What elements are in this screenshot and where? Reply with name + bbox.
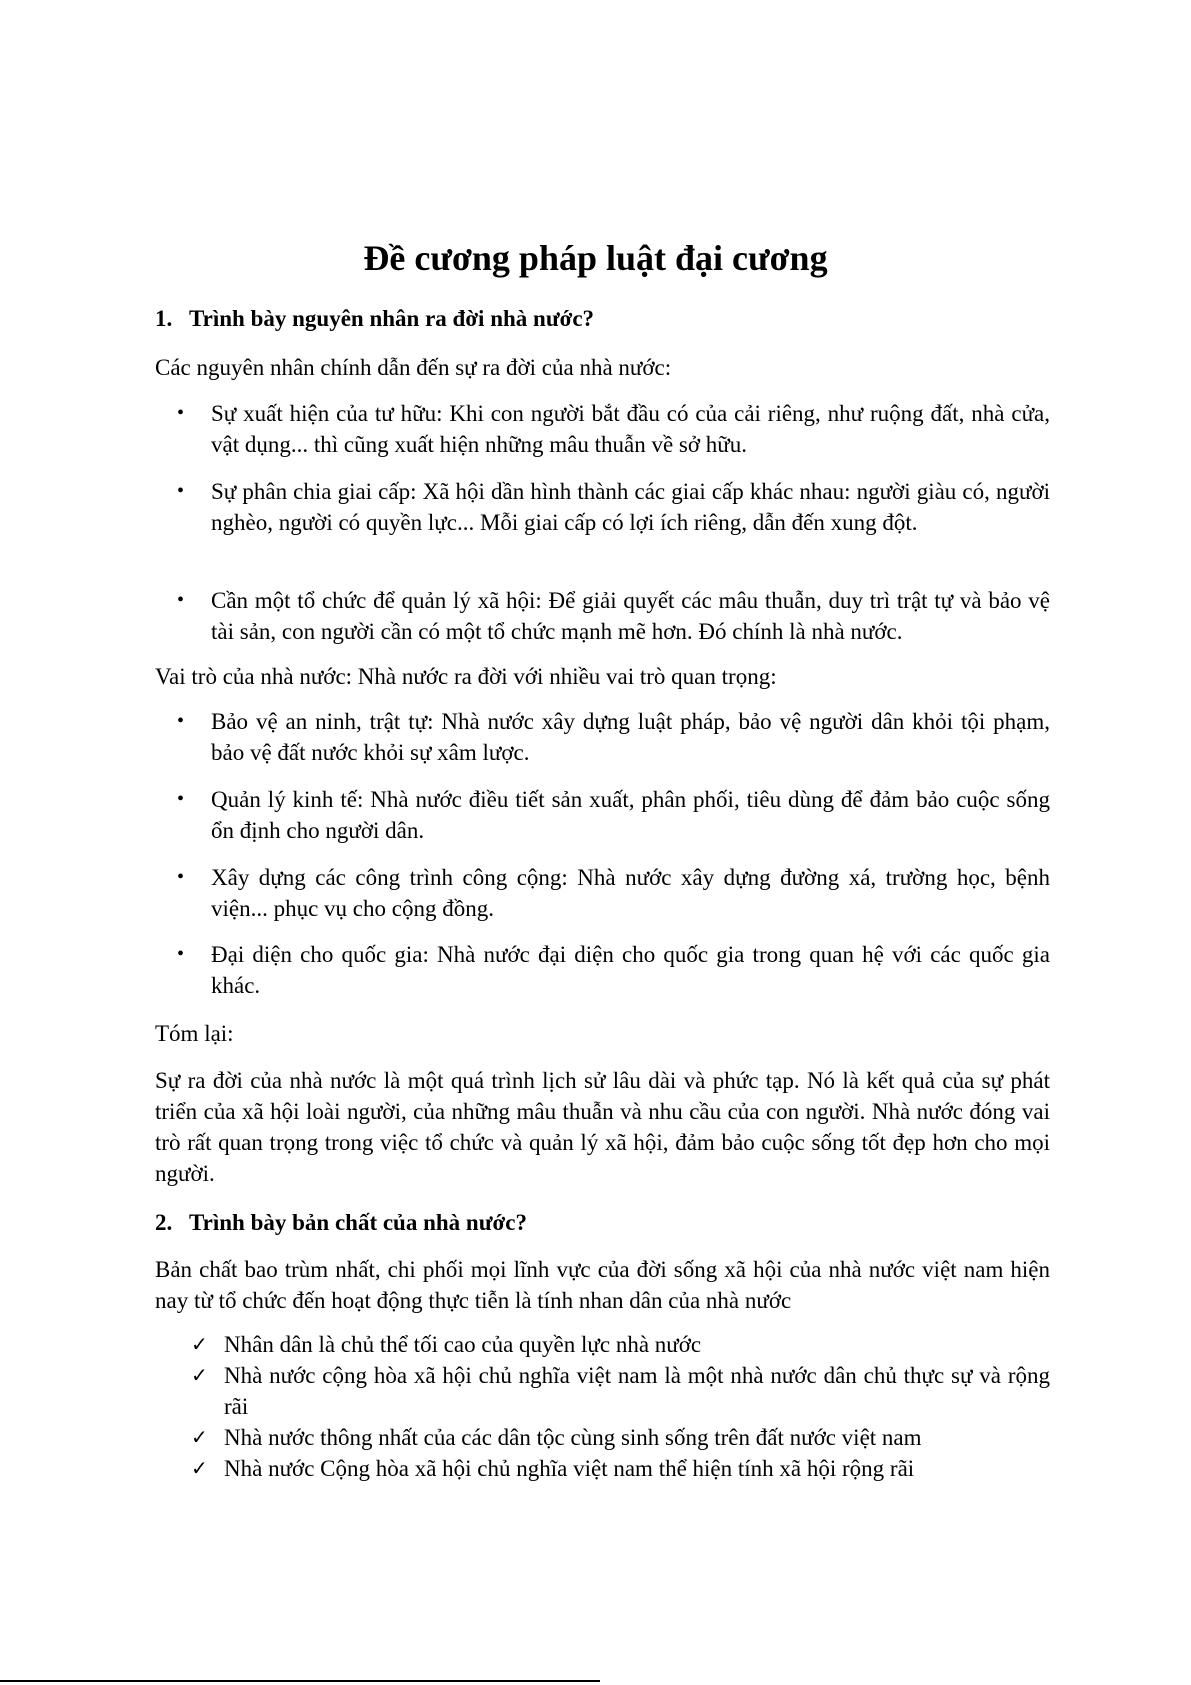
section-title: Trình bày bản chất của nhà nước? <box>189 1210 527 1235</box>
list-item-text: Nhà nước cộng hòa xã hội chủ nghĩa việt nam là một nhà nước dân chủ thực sự và rộng rãi <box>224 1363 1050 1419</box>
bullet-icon: • <box>177 943 185 965</box>
bullet-icon: • <box>177 589 185 611</box>
section-2-intro: Bản chất bao trùm nhất, chi phối mọi lĩnh vực của đời sống xã hội của nhà nước việt nam hiện nay từ tổ chức đến hoạt động thực tiễn là tính nhan dân của nhà nước <box>155 1257 1050 1313</box>
section-1-intro: Các nguyên nhân chính dẫn đến sự ra đời của nhà nước: <box>155 355 672 380</box>
checkmark-icon: ✓ <box>191 1363 208 1387</box>
bullet-icon: • <box>177 866 185 888</box>
list-item-text: Xây dựng các công trình công cộng: Nhà nước xây dựng đường xá, trường học, bệnh viện... phục vụ cho cộng đồng. <box>211 865 1050 921</box>
bullet-icon: • <box>177 788 185 810</box>
list-item-text: Bảo vệ an ninh, trật tự: Nhà nước xây dựng luật pháp, bảo vệ người dân khỏi tội phạm, bảo vệ đất nước khỏi sự xâm lược. <box>211 709 1050 765</box>
section-number: 1. <box>155 306 173 331</box>
list-item-text: Nhân dân là chủ thể tối cao của quyền lực nhà nước <box>224 1332 702 1357</box>
list-item-text: Cần một tổ chức để quản lý xã hội: Để giải quyết các mâu thuẫn, duy trì trật tự và bảo vệ tài sản, con người cần có một tổ chức mạnh mẽ hơn. Đó chính là nhà nước. <box>211 588 1050 644</box>
bullet-icon: • <box>177 402 185 424</box>
checkmark-icon: ✓ <box>191 1456 208 1480</box>
section-2-heading <box>155 1208 527 1238</box>
list-item-text: Đại diện cho quốc gia: Nhà nước đại diện cho quốc gia trong quan hệ với các quốc gia khác. <box>211 942 1050 998</box>
section-1-heading <box>155 304 594 334</box>
footer-divider <box>0 1680 600 1682</box>
summary-paragraph: Sự ra đời của nhà nước là một quá trình lịch sử lâu dài và phức tạp. Nó là kết quả của sự phát triển của xã hội loài người, của những mâu thuẫn và nhu cầu của con người. Nhà nước đóng vai trò rất quan trọng trong việc tổ chức và quản lý xã hội, đảm bảo cuộc sống tốt đẹp hơn cho mọi người. <box>155 1068 1050 1186</box>
list-item-text: Nhà nước thông nhất của các dân tộc cùng sinh sống trên đất nước việt nam <box>224 1425 922 1450</box>
bullet-icon: • <box>177 710 185 732</box>
list-item-text: Nhà nước Cộng hòa xã hội chủ nghĩa việt nam thể hiện tính xã hội rộng rãi <box>224 1456 915 1481</box>
checkmark-icon: ✓ <box>191 1425 208 1449</box>
roles-intro: Vai trò của nhà nước: Nhà nước ra đời với nhiều vai trò quan trọng: <box>155 664 777 689</box>
list-item-text: Quản lý kinh tế: Nhà nước điều tiết sản xuất, phân phối, tiêu dùng để đảm bảo cuộc sống ổn định cho người dân. <box>211 787 1050 843</box>
document-title: Đề cương pháp luật đại cương <box>363 238 828 278</box>
list-item-text: Sự phân chia giai cấp: Xã hội dần hình thành các giai cấp khác nhau: người giàu có, người nghèo, người có quyền lực... Mỗi giai cấp có lợi ích riêng, dẫn đến xung đột. <box>211 479 1050 535</box>
section-title: Trình bày nguyên nhân ra đời nhà nước? <box>189 306 595 331</box>
bullet-icon: • <box>177 480 185 502</box>
checkmark-icon: ✓ <box>191 1332 208 1356</box>
summary-label: Tóm lại: <box>155 1021 234 1046</box>
section-number: 2. <box>155 1210 173 1235</box>
list-item-text: Sự xuất hiện của tư hữu: Khi con người bắt đầu có của cải riêng, như ruộng đất, nhà cửa, vật dụng... thì cũng xuất hiện những mâu thuẫn về sở hữu. <box>211 401 1050 457</box>
